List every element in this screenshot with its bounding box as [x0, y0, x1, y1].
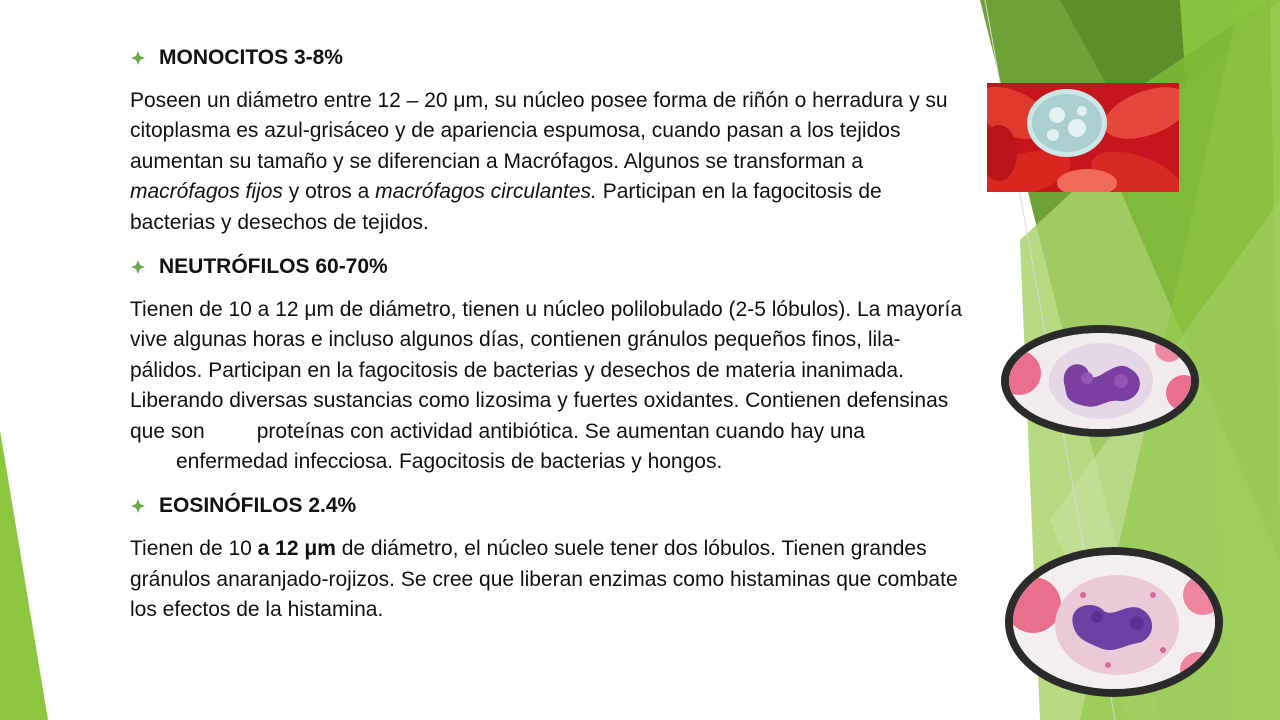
paragraph-neutrofilos: Tienen de 10 a 12 μm de diámetro, tienen u núcleo polilobulado (2-5 lóbulos). La mayoría vive algunas horas e incluso algunos días, contienen gránulos pequeños finos, lila-pálidos. Participan en la fagocitosis de bacterias y desechos de materia inanimada. Liberando diversas sustancias como lizosima y fuertes oxidantes. Contienen defensinas que son proteínas con actividad antibiótica. Se aumentan cuando hay una enfermedad infecciosa. Fagocitosis de bacterias y hongos. — [130, 298, 963, 474]
slide-content — [130, 42, 970, 626]
heading-text: EOSINÓFILOS 2.4% — [159, 494, 357, 518]
heading-text: MONOCITOS 3-8% — [159, 46, 343, 69]
heading-text: NEUTRÓFILOS 60-70% — [159, 255, 388, 279]
diamond-bullet-icon — [131, 51, 145, 65]
neutrophil-image — [1001, 325, 1199, 437]
section-heading-neutrofilos — [130, 251, 970, 283]
diamond-bullet-icon — [131, 499, 145, 513]
monocyte-image — [987, 83, 1179, 192]
paragraph-monocitos: Poseen un diámetro entre 12 – 20 μm, su núcleo posee forma de riñón o herradura y su citoplasma es azul-grisáceo y de apariencia espumosa, cuando pasan a los tejidos aumentan su tamaño y se diferencian a Macrófagos. Algunos se transforman a macrófagos fijos y otros a macrófagos circulantes. Participan en la fagocitosis de bacterias y desechos de tejidos. — [130, 89, 948, 234]
eosinophil-image — [1005, 547, 1223, 697]
diamond-bullet-icon — [131, 260, 145, 274]
paragraph-eosinofilos: Tienen de 10 a 12 μm de diámetro, el núcleo suele tener dos lóbulos. Tienen grandes gránulos anaranjado-rojizos. Se cree que liberan enzimas como histaminas que combate los efectos de la histamina. — [130, 537, 958, 622]
left-accent-shape — [0, 430, 48, 720]
section-heading-monocitos — [130, 42, 970, 74]
section-heading-eosinofilos — [130, 490, 970, 522]
